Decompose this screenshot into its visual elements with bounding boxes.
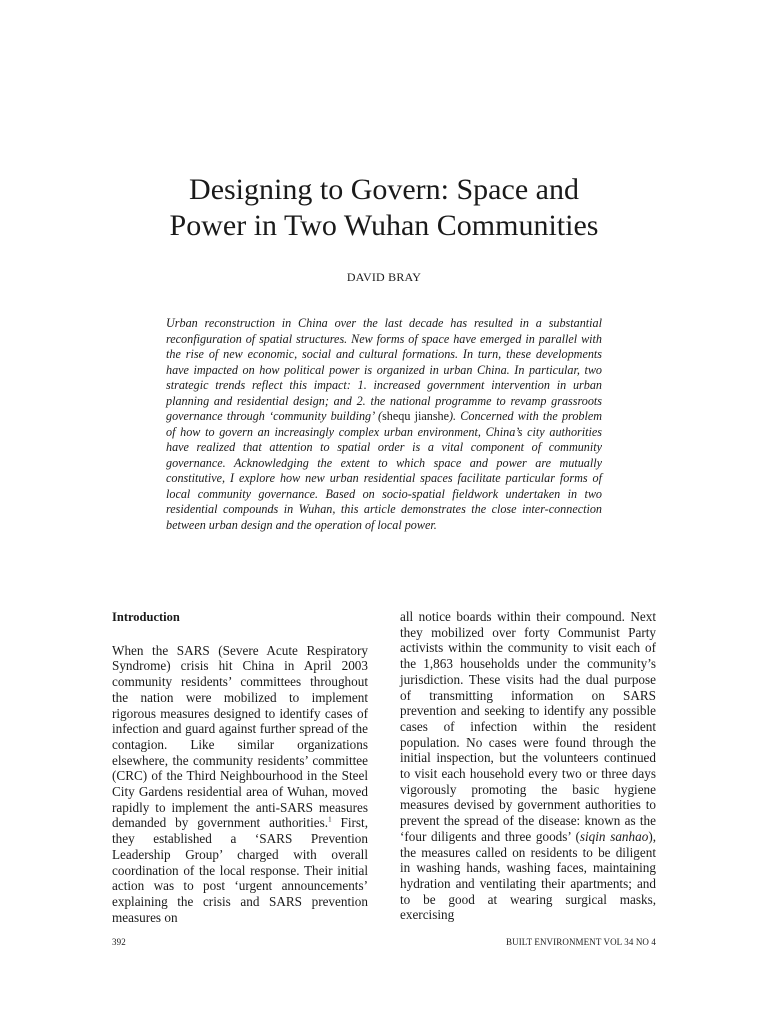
page-number: 392 [112, 937, 126, 947]
body-term-right: siqin sanhao [579, 828, 649, 844]
body-text-left-2: First, they established a ‘SARS Prevention Leadership Group’ charged with overall coordination of the local response. Their initial action was to post ‘urgent announcements’ explaining the crisis and SARS prevention measures on [112, 815, 368, 925]
body-text-right-2: ), the measures called on residents to be diligent in washing hands, washing faces, maintaining hydration and ventilating their apartments; and to be good at wearing surgical masks, exercising [400, 828, 657, 923]
body-text-right-1: all notice boards within their compound. Next they mobilized over forty Communist Party activists within the community to visit each of the 1,863 households under the community’s jurisdiction. These visits had the dual purpose of transmitting information on SARS prevention and seeking to identify any possible cases of infection within the resident population. No cases were found through the initial inspection, but the volunteers continued to visit each household every two or three days vigorously promoting the basic hygiene measures devised by government authorities to prevent the spread of the disease: known as the ‘four diligents and three goods’ ( [400, 609, 656, 844]
body-text-left-1: When the SARS (Severe Acute Respiratory Syndrome) crisis hit China in April 2003 community residents’ committees throughout the nation were mobilized to implement rigorous measures designed to identify cases of infection and guard against further spread of the contagion. Like similar organizations elsewhere, the community residents’ committee (CRC) of the Third Neighbourhood in the Steel City Gardens residential area of Wuhan, moved rapidly to implement the anti-SARS measures demanded by government authorities. [112, 642, 368, 831]
abstract-text-1: Urban reconstruction in China over the last decade has resulted in a substantial reconfiguration of spatial structures. New forms of space have emerged in parallel with the rise of new economic, social and cultural formations. In turn, these developments have impacted on how political power is organized in urban China. In particular, two strategic trends reflect this impact: 1. increased government intervention in urban planning and residential design; and 2. the national programme to revamp grassroots governance through ‘community building’ ( [166, 316, 602, 423]
author-name: DAVID BRAY [346, 270, 422, 284]
title-line-2: Power in Two Wuhan Communities [169, 209, 599, 242]
title-line-1: Designing to Govern: Space and [189, 173, 579, 206]
journal-info: BUILT ENVIRONMENT VOL 34 NO 4 [506, 937, 656, 947]
section-heading: Introduction [112, 610, 180, 624]
body-paragraph-left [112, 643, 368, 926]
abstract [166, 316, 602, 533]
right-column [400, 609, 656, 923]
body-paragraph-right [400, 609, 656, 923]
article-title [0, 172, 768, 244]
footnote-ref[interactable]: 1 [328, 816, 332, 825]
left-column [112, 608, 368, 925]
abstract-text-2: ). Concerned with the problem of how to govern an increasingly complex urban environment, China’s city authorities have realized that attention to spatial order is a vital component of community governance. Acknowledging the extent to which space and power are mutually constitutive, I explore how new urban residential spaces facilitate particular forms of local community governance. Based on socio-spatial fieldwork undertaken in two residential compounds in Wuhan, this article demonstrates the close inter-connection between urban design and the operation of local power. [166, 409, 603, 532]
abstract-term: shequ jianshe [382, 409, 449, 423]
